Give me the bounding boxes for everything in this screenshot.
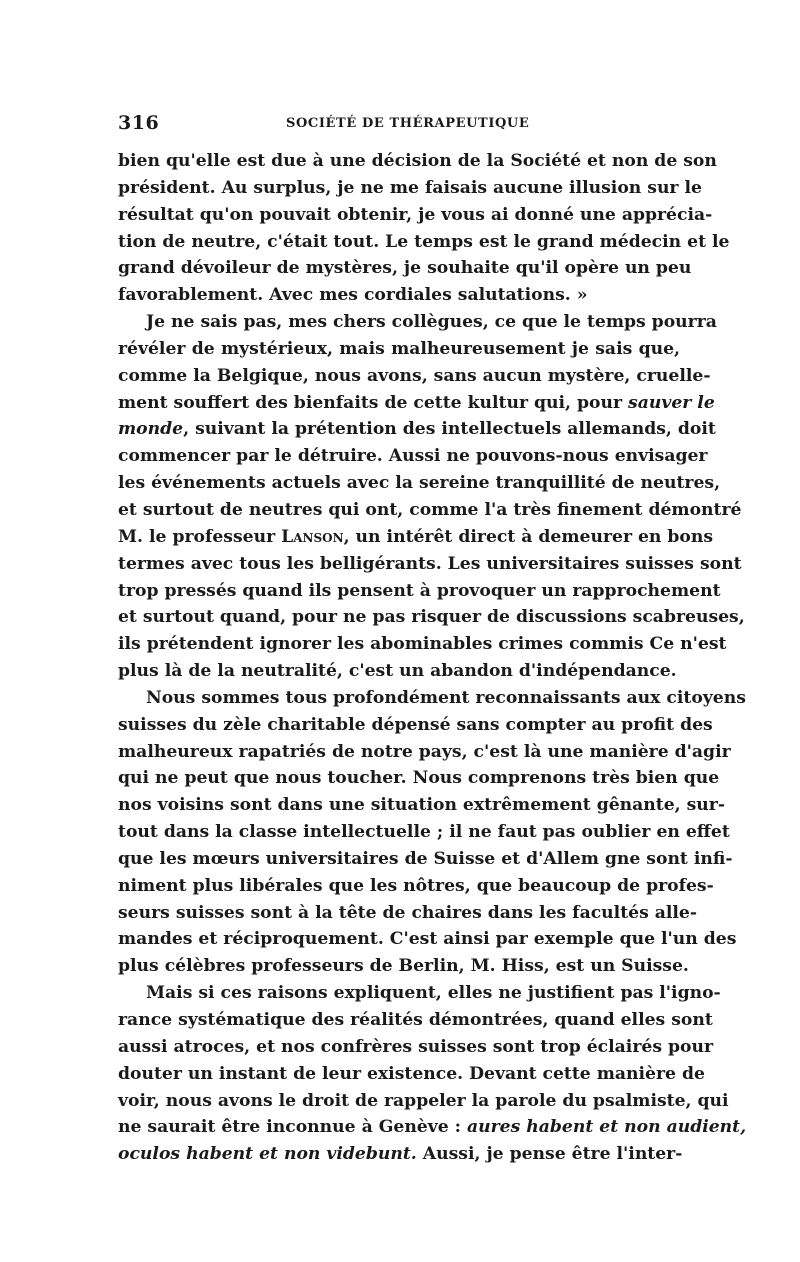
text-line [118,470,721,497]
text-line [118,712,713,739]
text-line [118,604,745,631]
text-line [118,1114,747,1141]
text-line [118,1141,683,1168]
line-text: , suivant la prétention des intellectuels allemands, doit [183,419,716,440]
line-text: Je ne sais pas, mes chers collègues, ce que le temps pourra [146,312,717,333]
line-text: niment plus libérales que les nôtres, que beaucoup de profes- [118,875,714,896]
line-text: malheureux rapatriés de notre pays, c'est là une manière d'agir [118,741,731,762]
line-text: bien qu'elle est due à une décision de la Société et non de son [118,151,717,171]
line-text: mandes et réciproquement. C'est ainsi par exemple que l'un des [118,929,737,950]
text-line [118,578,721,605]
text-line [118,309,717,336]
italic-text: monde [118,419,184,440]
line-text: les événements actuels avec la sereine tranquillité de neutres, [118,473,721,494]
text-line [118,1007,713,1034]
text-line [118,953,689,980]
text-line [118,685,746,712]
text-line [118,926,737,953]
line-text: tout dans la classe intellectuelle ; il ne faut pas oublier en effet [118,822,730,843]
line-text: plus célèbres professeurs de Berlin, M. Hiss, est un Suisse. [118,956,689,977]
text-line [118,148,717,175]
line-text: et surtout quand, pour ne pas risquer de discussions scabreuses, [118,607,745,628]
line-text: Mais si ces raisons expliquent, elles ne justifient pas l'igno- [146,983,721,1004]
text-line [118,229,730,256]
line-text: trop pressés quand ils pensent à provoquer un rapprochement [118,580,721,601]
line-text: douter un instant de leur existence. Devant cette manière de [118,1063,705,1084]
line-text: ment souffert des bienfaits de cette kultur qui, pour [118,392,629,413]
text-line [118,390,715,417]
line-text: , un intérêt direct à demeurer en bons [343,526,714,547]
line-text: ne saurait être inconnue à Genève : [118,1117,467,1138]
line-text: favorablement. Avec mes cordiales salutations. » [118,285,588,306]
line-text: plus là de la neutralité, c'est un abandon d'indépendance. [118,661,677,682]
line-text: seurs suisses sont à la tête de chaires dans les facultés alle- [118,902,698,923]
page-number: 316 [118,112,160,134]
text-line [118,846,733,873]
line-text: comme la Belgique, nous avons, sans aucun mystère, cruelle- [118,365,711,386]
text-line [118,202,713,229]
body-text [118,148,747,1168]
text-line [118,739,731,766]
text-line [118,175,702,202]
text-line [118,658,680,685]
text-line [118,900,698,927]
line-text: termes avec tous les belligérants. Les universitaires suisses sont [118,553,742,574]
line-text: suisses du zèle charitable dépensé sans compter au profit des [118,714,713,735]
line-text: commencer par le détruire. Aussi ne pouvons-nous envisager [118,446,708,467]
text-line [118,524,714,551]
text-line [118,497,742,524]
line-text: M. le professeur [118,526,282,547]
line-text: et surtout de neutres qui ont, comme l'a très finement démontré [118,499,742,520]
text-line [118,282,680,309]
line-text: président. Au surplus, je ne me faisais aucune illusion sur le [118,177,702,198]
line-text: Aussi, je pense être l'inter- [416,1144,683,1165]
line-text: révéler de mystérieux, mais malheureusement je sais que, [118,338,680,359]
line-text: rance systématique des réalités démontrées, quand elles sont [118,1010,713,1030]
text-line [118,1034,714,1061]
text-line [118,443,708,470]
line-text: que les mœurs universitaires de Suisse et d'Allem gne sont infi- [118,848,733,869]
text-line [118,765,720,792]
text-line [118,551,742,578]
running-head: SOCIÉTÉ DE THÉRAPEUTIQUE [286,116,530,131]
line-text: tion de neutre, c'était tout. Le temps est le grand médecin et le [118,231,730,252]
text-line [118,980,721,1007]
line-text: voir, nous avons le droit de rappeler la parole du psalmiste, qui [118,1090,729,1111]
text-line [118,631,727,658]
text-line [118,1061,705,1088]
line-text: résultat qu'on pouvait obtenir, je vous ai donné une apprécia- [118,204,713,225]
italic-text: sauver le [628,392,715,413]
line-text: aussi atroces, et nos confrères suisses sont trop éclairés pour [118,1036,714,1057]
italic-text: aures habent et non audient, [466,1117,747,1138]
line-text: Nous sommes tous profondément reconnaissants aux citoyens [146,687,746,708]
text-line [118,792,725,819]
italic-text: oculos habent et non videbunt. [118,1144,417,1165]
text-line [118,336,680,363]
page-header [118,112,678,138]
line-text: ils prétendent ignorer les abominables crimes commis Ce n'est [118,634,727,655]
small-caps-name: Lanson [281,526,344,547]
text-line [118,1088,729,1115]
text-line [118,873,714,900]
text-line [118,363,711,390]
text-line [118,819,730,846]
text-line [118,416,716,443]
line-text: grand dévoileur de mystères, je souhaite qu'il opère un peu [118,258,692,279]
line-text: qui ne peut que nous toucher. Nous comprenons très bien que [118,768,720,789]
line-text: nos voisins sont dans une situation extrêmement gênante, sur- [118,795,725,816]
text-line [118,255,692,282]
